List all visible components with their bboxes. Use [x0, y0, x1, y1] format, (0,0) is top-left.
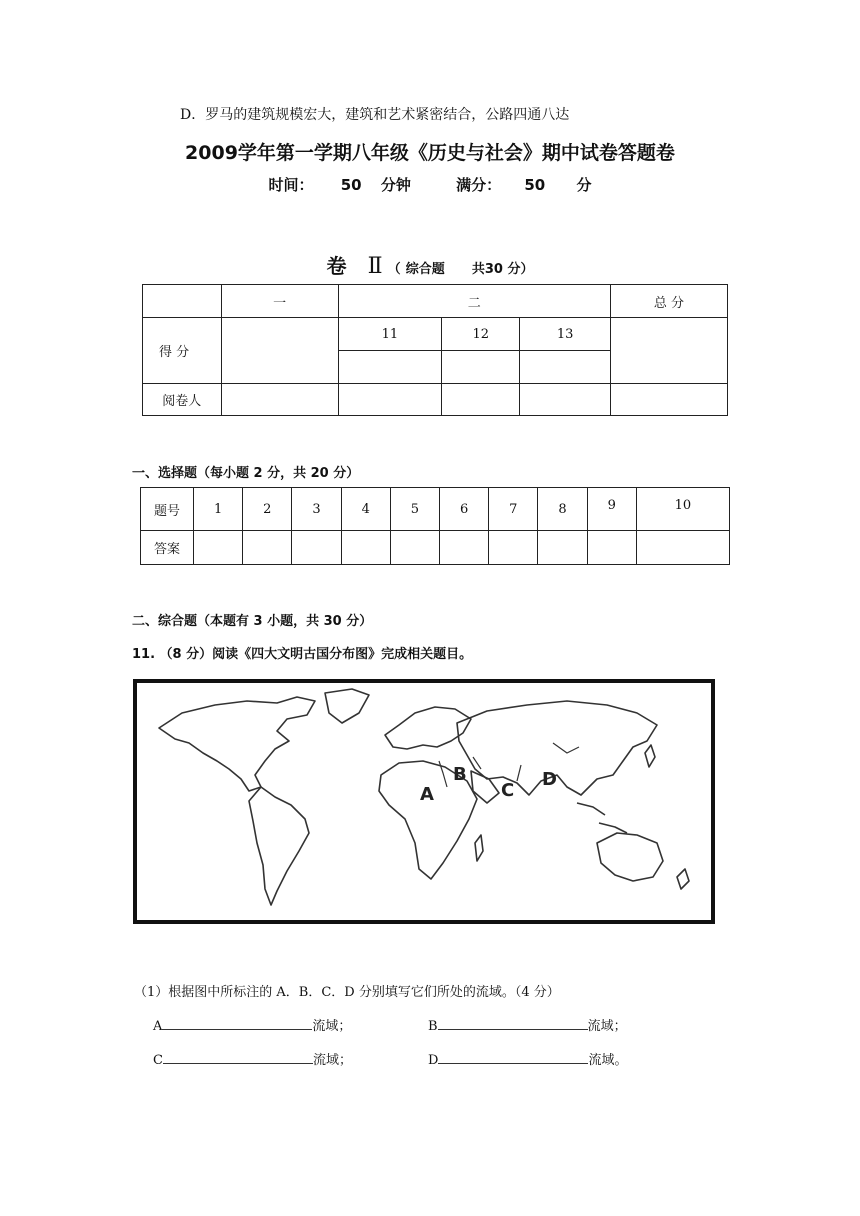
score-col-total: 总 分 [610, 285, 727, 318]
answer-cell[interactable] [587, 531, 636, 565]
asia-outline [457, 701, 657, 795]
map-label-d: D [542, 769, 557, 790]
question-11-title: 11. （8 分）阅读《四大文明古国分布图》完成相关题目。 [132, 647, 473, 662]
sub-question-1: （1）根据图中所标注的 A．B．C．D 分别填写它们所处的流域。（4 分） [134, 985, 560, 1000]
answer-cell[interactable] [194, 531, 243, 565]
answer-cell[interactable] [243, 531, 292, 565]
time-value: 50 [340, 176, 362, 194]
reviewer-cell-13[interactable] [520, 384, 610, 416]
answer-number: 2 [243, 488, 292, 531]
answer-cell[interactable] [292, 531, 341, 565]
fill-c-suffix: 流域； [312, 1053, 352, 1068]
fill-d-blank[interactable] [438, 1051, 588, 1064]
answer-cell[interactable] [636, 531, 729, 565]
map-label-c: C [501, 780, 515, 801]
volume-roman: Ⅱ [367, 254, 383, 279]
map-label-b: B [453, 764, 467, 785]
volume-desc-open: （ [387, 262, 401, 277]
fill-c-letter: C [153, 1053, 163, 1068]
japan-outline [645, 745, 655, 767]
reviewer-cell-12[interactable] [441, 384, 519, 416]
exam-title: 2009学年第一学期八年级《历史与社会》期中试卷答题卷 [185, 142, 675, 164]
fill-line-b [428, 1015, 627, 1034]
fill-a-blank[interactable] [162, 1017, 312, 1030]
world-map-drawing [137, 683, 711, 920]
nile-river [439, 761, 447, 787]
answer-cell[interactable] [489, 531, 538, 565]
q12-label: 12 [441, 318, 519, 351]
volume-heading [0, 250, 860, 279]
answer-cell[interactable] [390, 531, 439, 565]
yellow-river [553, 743, 579, 753]
volume-desc: 综合题 [405, 262, 445, 277]
q11-label: 11 [338, 318, 441, 351]
time-score-line [0, 174, 860, 195]
reviewer-cell-total[interactable] [610, 384, 727, 416]
answer-number: 9 [587, 488, 636, 531]
score-cell-1[interactable] [221, 318, 338, 384]
fill-line-c [153, 1049, 352, 1068]
greenland-outline [325, 689, 369, 723]
fill-d-suffix: 流域。 [588, 1053, 628, 1068]
row-score-label: 得 分 [143, 318, 222, 384]
map-label-a: A [420, 784, 434, 805]
answer-number: 8 [538, 488, 587, 531]
fill-a-suffix: 流域； [312, 1019, 352, 1034]
reviewer-cell-1[interactable] [221, 384, 338, 416]
score-cell-11[interactable] [338, 351, 441, 384]
answer-number: 4 [341, 488, 390, 531]
time-label: 时间： [268, 176, 314, 194]
fill-b-letter: B [428, 1019, 438, 1034]
answer-number: 7 [489, 488, 538, 531]
score-cell-total[interactable] [610, 318, 727, 384]
score-col-2: 二 [338, 285, 610, 318]
answer-table [140, 487, 730, 565]
section-1-heading: 一、选择题（每小题 2 分，共 20 分） [132, 466, 360, 481]
answer-number: 1 [194, 488, 243, 531]
score-table-blank [143, 285, 222, 318]
new-zealand-outline [677, 869, 689, 889]
north-america-outline [159, 697, 315, 791]
time-unit: 分钟 [380, 176, 411, 194]
section-2-heading: 二、综合题（本题有 3 小题，共 30 分） [132, 614, 373, 629]
southeast-asia-islands [577, 803, 627, 833]
answer-number: 5 [390, 488, 439, 531]
fill-b-blank[interactable] [438, 1017, 588, 1030]
south-america-outline [249, 787, 309, 905]
arabia-outline [471, 771, 499, 803]
fill-d-letter: D [428, 1053, 439, 1068]
answer-cell[interactable] [538, 531, 587, 565]
q13-label: 13 [520, 318, 610, 351]
answer-cell[interactable] [341, 531, 390, 565]
score-cell-12[interactable] [441, 351, 519, 384]
answer-number: 6 [440, 488, 489, 531]
full-label: 满分： [456, 176, 502, 194]
answer-row-answer-label: 答案 [141, 531, 194, 565]
full-value: 50 [524, 176, 546, 194]
score-col-1: 一 [221, 285, 338, 318]
fill-line-d [428, 1049, 627, 1068]
answer-number: 10 [636, 488, 729, 531]
fill-b-suffix: 流域； [587, 1019, 627, 1034]
answer-number: 3 [292, 488, 341, 531]
score-cell-13[interactable] [520, 351, 610, 384]
answer-cell[interactable] [440, 531, 489, 565]
volume-juan: 卷 [326, 254, 347, 278]
volume-total: 共30 分） [471, 262, 534, 277]
fill-a-letter: A [153, 1019, 163, 1034]
row-reviewer-label: 阅卷人 [143, 384, 222, 416]
option-d-line: D．罗马的建筑规模宏大，建筑和艺术紧密结合，公路四通八达 [180, 107, 570, 123]
fill-c-blank[interactable] [163, 1051, 313, 1064]
fill-line-a [153, 1015, 351, 1034]
world-map-figure [133, 679, 715, 924]
reviewer-cell-11[interactable] [338, 384, 441, 416]
score-table [142, 284, 728, 416]
answer-row-number-label: 题号 [141, 488, 194, 531]
australia-outline [597, 833, 663, 881]
full-unit: 分 [576, 176, 592, 194]
indus-river [517, 765, 521, 781]
madagascar-outline [475, 835, 483, 861]
